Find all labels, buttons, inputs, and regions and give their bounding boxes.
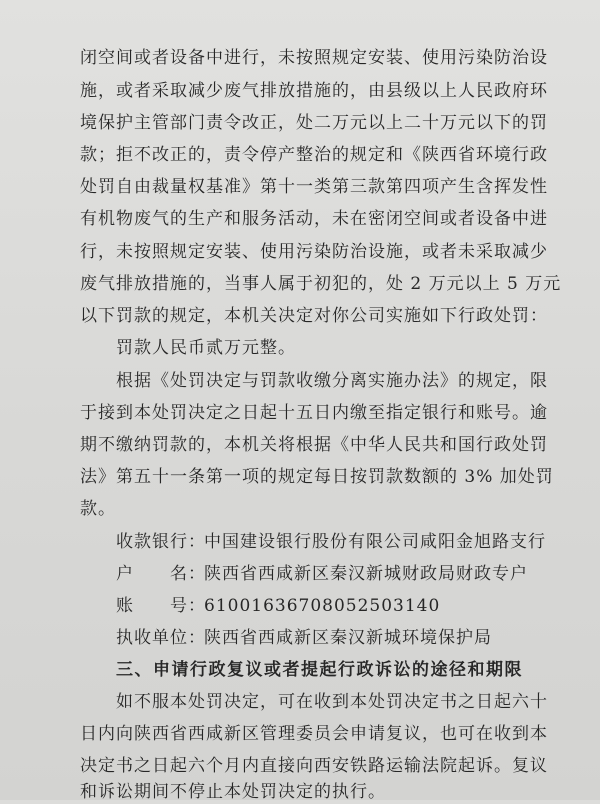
para2-line-5: 款。 [80,499,116,519]
account-name-row [116,562,600,586]
para2-line-2: 于接到本处罚决定之日起十五日内缴至指定银行和账号。逾 [80,403,548,423]
para3-line-3: 决定书之日起六个月内直接向西安铁路运输法院起诉。复议 [80,756,548,776]
collecting-unit-value: 陕西省西咸新区秦汉新城环境保护局 [204,628,492,648]
para1-line-7: 行，未按照规定安装、使用污染防治设施，或者未采取减少 [80,242,548,262]
para3-line-4: 和诉讼期间不停止本处罚决定的执行。 [80,782,386,802]
account-number-row [116,594,600,618]
bank-label: 收款银行： [116,532,206,552]
para1-line-6: 有机物废气的生产和服务活动，未在密闭空间或者设备中进 [80,209,548,229]
para1-line-8: 废气排放措施的，当事人属于初犯的，处 2 万元以上 5 万元 [80,274,562,294]
bank-row [116,530,600,554]
para2-line-3: 期不缴纳罚款的，本机关将根据《中华人民共和国行政处罚 [80,435,548,455]
para1-line-5: 处罚自由裁量权基准》第十一类第三款第四项产生含挥发性 [80,177,548,197]
collecting-unit-label: 执收单位： [116,628,206,648]
para2-line-4: 法》第五十一条第一项的规定每日按罚款数额的 3% 加处罚 [80,467,554,487]
para3-line-2: 日内向陕西省西咸新区管理委员会申请复议，也可在收到本 [80,724,548,744]
para1-line-1: 闭空间或者设备中进行，未按照规定安装、使用污染防治设 [80,48,548,68]
account-number-label: 账 号： [116,596,206,616]
para1-line-2: 施，或者采取减少废气排放措施的，由县级以上人民政府环 [80,81,548,101]
account-name-value: 陕西省西咸新区秦汉新城财政局财政专户 [204,564,528,584]
penalty-amount: 罚款人民币贰万元整。 [116,338,296,358]
account-name-label: 户 名： [116,564,206,584]
section3-heading: 三、申请行政复议或者提起行政诉讼的途径和期限 [116,660,523,680]
account-number-value: 61001636708052503140 [204,596,441,616]
collecting-unit-row [116,626,600,650]
bank-value: 中国建设银行股份有限公司咸阳金旭路支行 [204,532,546,552]
para1-line-3: 境保护主管部门责令改正，处二万元以上二十万元以下的罚 [80,113,548,133]
para1-line-9: 以下罚款的规定，本机关决定对你公司实施如下行政处罚： [80,306,548,326]
para3-line-1: 如不服本处罚决定，可在收到本处罚决定书之日起六十 [116,692,548,712]
para2-line-1: 根据《处罚决定与罚款收缴分离实施办法》的规定，限 [116,371,548,391]
para1-line-4: 款；拒不改正的，责令停产整治的规定和《陕西省环境行政 [80,145,548,165]
